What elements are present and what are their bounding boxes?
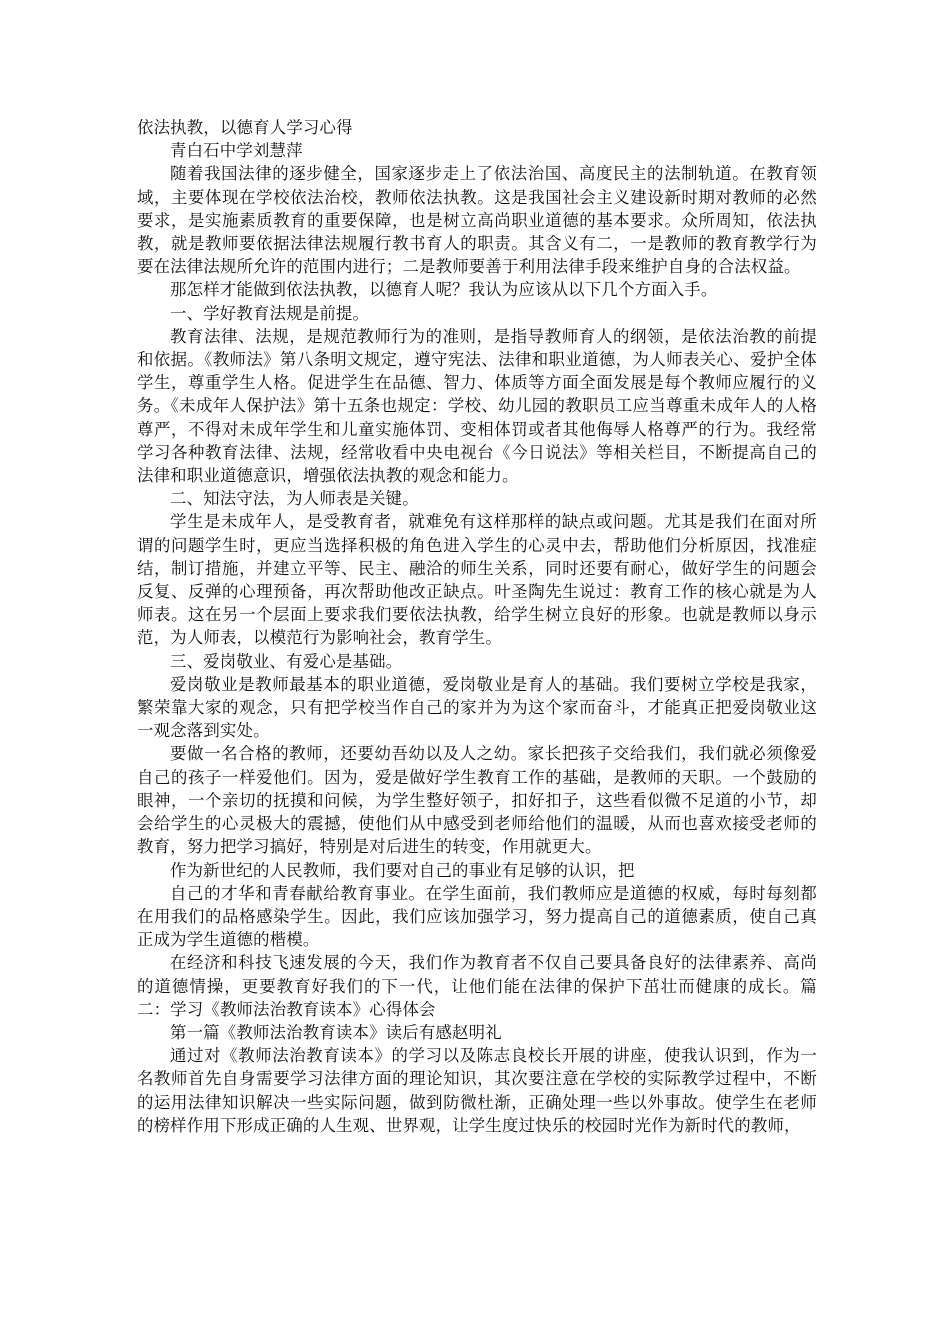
paragraph: 自己的才华和青春献给教育事业。在学生面前，我们教师应是道德的权威，每时每刻都在用我们的品格感染学生。因此，我们应该加强学习，努力提高自己的道德素质，使自己真正成为学生道德的楷模。 [137, 883, 817, 950]
paragraph: 教育法律、法规，是规范教师行为的准则，是指导教师育人的纲领，是依法治教的前提和依据。《教师法》第八条明文规定，遵守宪法、法律和职业道德，为人师表关心、爱护全体学生，尊重学生人格。促进学生在品德、智力、体质等方面全面发展是每个教师应履行的义务。《未成年人保护法》第十五条也规定：学校、幼儿园的教职员工应当尊重未成年人的人格尊严，不得对未成年学生和儿童实施体罚、变相体罚或者其他侮辱人格尊严的行为。我经常学习各种教育法律、法规，经常收看中央电视台《今日说法》等相关栏目，不断提高自己的法律和职业道德意识，增强依法执教的观念和能力。 [137, 326, 817, 486]
paragraph: 爱岗敬业是教师最基本的职业道德，爱岗敬业是育人的基础。我们要树立学校是我家，繁荣靠大家的观念，只有把学校当作自己的家并为为这个家而奋斗，才能真正把爱岗敬业这一观念落到实处。 [137, 674, 817, 741]
paragraph: 在经济和科技飞速发展的今天，我们作为教育者不仅自己要具备良好的法律素养、高尚的道德情操，更要教育好我们的下一代，让他们能在法律的保护下茁壮而健康的成长。篇二：学习《教师法治教育读本》心得体会 [137, 953, 817, 1019]
paragraph: 通过对《教师法治教育读本》的学习以及陈志良校长开展的讲座，使我认识到，作为一名教师首先自身需要学习法律方面的理论知识，其次要注意在学校的实际教学过程中，不断的运用法律知识解决一些实际问题，做到防微杜渐，正确处理一些以外事故。使学生在老师的榜样作用下形成正确的人生观、世界观，让学生度过快乐的校园时光作为新时代的教师， [137, 1046, 817, 1135]
paragraph: 学生是未成年人，是受教育者，就难免有这样那样的缺点或问题。尤其是我们在面对所谓的问题学生时，更应当选择积极的角色进入学生的心灵中去，帮助他们分析原因，找准症结，制订措施，并建立平等、民主、融洽的师生关系，同时还要有耐心，做好学生的问题会反复、反弹的心理预备，再次帮助他改正缺点。叶圣陶先生说过：教育工作的核心就是为人师表。这在另一个层面上要求我们要依法执教，给学生树立良好的形象。也就是教师以身示范，为人师表，以模范行为影响社会，教育学生。 [137, 512, 817, 648]
author-line: 青白石中学刘慧萍 [170, 141, 303, 161]
paragraph: 要做一名合格的教师，还要幼吾幼以及人之幼。家长把孩子交给我们，我们就必须像爱自己的孩子一样爱他们。因为，爱是做好学生教育工作的基础，是教师的天职。一个鼓励的眼神，一个亲切的抚摸和问候，为学生整好领子，扣好扣子，这些看似微不足道的小节，却会给学生的心灵极大的震撼，使他们从中感受到老师给他们的温暖，从而也喜欢接受老师的教育，努力把学习搞好，特别是对后进生的转变，作用就更大。 [137, 744, 817, 857]
paragraph: 作为新世纪的人民教师，我们要对自己的事业有足够的认识，把 [170, 860, 635, 880]
paragraph: 随着我国法律的逐步健全，国家逐步走上了依法治国、高度民主的法制轨道。在教育领域，主要体现在学校依法治校，教师依法执教。这是我国社会主义建设新时期对教师的必然要求，是实施素质教育的重要保障，也是树立高尚职业道德的基本要求。众所周知，依法执教，就是教师要依据法律法规履行教书育人的职责。其含义有二，一是教师的教育教学行为要在法律法规所允许的范围内进行；二是教师要善于利用法律手段来维护自身的合法权益。 [137, 164, 817, 277]
section-heading: 三、爱岗敬业、有爱心是基础。 [170, 651, 403, 671]
document-title: 依法执教，以德育人学习心得 [137, 118, 353, 137]
document-body [137, 116, 817, 1137]
section-heading: 一、学好教育法规是前提。 [170, 303, 370, 323]
subtitle-line: 第一篇《教师法治教育读本》读后有感赵明礼 [170, 1022, 502, 1042]
paragraph: 那怎样才能做到依法执教，以德育人呢？我认为应该从以下几个方面入手。 [170, 280, 718, 300]
section-heading: 二、知法守法，为人师表是关键。 [170, 489, 419, 509]
